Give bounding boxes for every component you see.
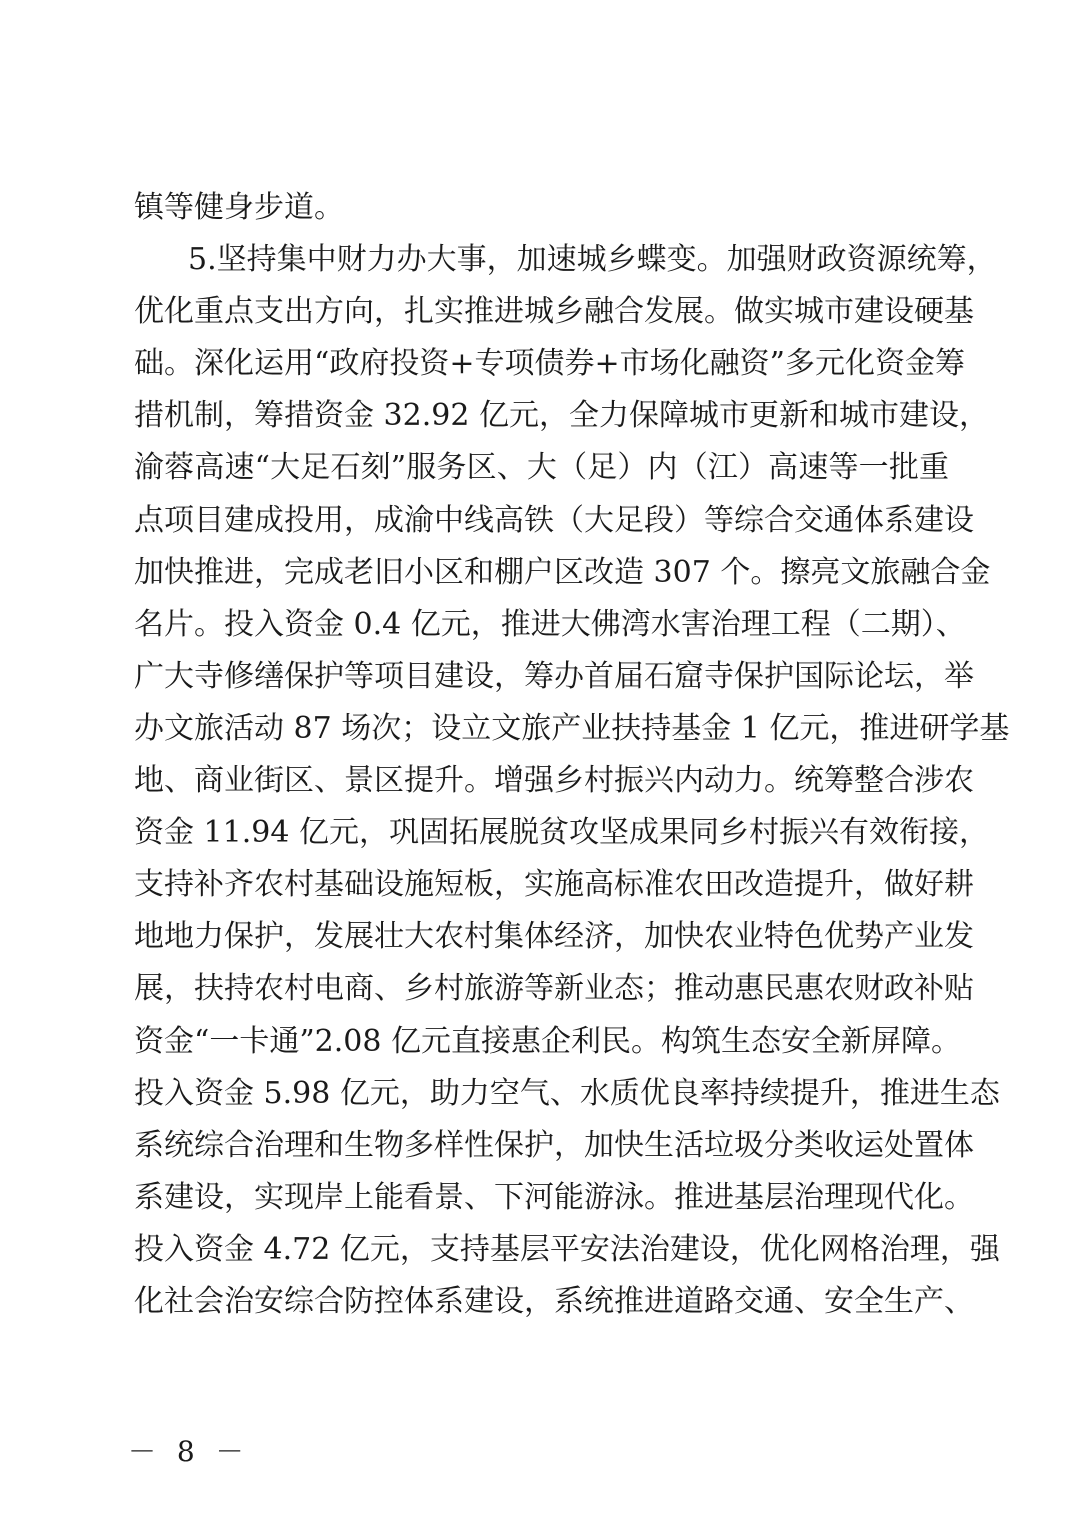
page-number: － 8 － xyxy=(128,1435,250,1468)
text-line: 措机制，筹措资金 32.92 亿元，全力保障城市更新和城市建设， xyxy=(134,398,989,434)
text-line: 加快推进，完成老旧小区和棚户区改造 307 个。擦亮文旅融合金 xyxy=(134,554,991,590)
text-line: 地、商业街区、景区提升。增强乡村振兴内动力。统筹整合涉农 xyxy=(134,763,974,799)
text-line: 点项目建成投用，成渝中线高铁（大足段）等综合交通体系建设 xyxy=(134,502,974,538)
text-line: 镇等健身步道。 xyxy=(134,190,344,225)
text-line: 5.坚持集中财力办大事，加速城乡蝶变。加强财政资源统筹， xyxy=(188,242,997,278)
text-line: 投入资金 5.98 亿元，助力空气、水质优良率持续提升，推进生态 xyxy=(134,1075,1000,1111)
text-line: 展，扶持农村电商、乡村旅游等新业态；推动惠民惠农财政补贴 xyxy=(134,971,974,1007)
text-line: 广大寺修缮保护等项目建设，筹办首届石窟寺保护国际论坛，举 xyxy=(134,658,974,694)
text-line: 础。深化运用“政府投资+专项债券+市场化融资”多元化资金筹 xyxy=(134,346,965,382)
text-line: 资金“一卡通”2.08 亿元直接惠企利民。构筑生态安全新屏障。 xyxy=(134,1023,962,1059)
body-text xyxy=(134,182,1010,1328)
text-line: 系建设，实现岸上能看景、下河能游泳。推进基层治理现代化。 xyxy=(134,1179,974,1215)
text-line: 渝蓉高速“大足石刻”服务区、大（足）内（江）高速等一批重 xyxy=(134,450,949,486)
text-line: 系统综合治理和生物多样性保护，加快生活垃圾分类收运处置体 xyxy=(134,1127,974,1163)
text-line: 支持补齐农村基础设施短板，实施高标准农田改造提升，做好耕 xyxy=(134,867,974,903)
text-line: 地地力保护，发展壮大农村集体经济，加快农业特色优势产业发 xyxy=(134,919,974,955)
text-line: 名片。投入资金 0.4 亿元，推进大佛湾水害治理工程（二期）、 xyxy=(134,606,966,642)
text-line: 办文旅活动 87 场次；设立文旅产业扶持基金 1 亿元，推进研学基 xyxy=(134,710,1010,746)
text-line: 资金 11.94 亿元，巩固拓展脱贫攻坚成果同乡村振兴有效衔接， xyxy=(134,815,989,851)
text-line: 优化重点支出方向，扎实推进城乡融合发展。做实城市建设硬基 xyxy=(134,294,974,330)
text-line: 投入资金 4.72 亿元，支持基层平安法治建设，优化网格治理，强 xyxy=(134,1231,1000,1267)
text-line: 化社会治安综合防控体系建设，系统推进道路交通、安全生产、 xyxy=(134,1283,974,1319)
